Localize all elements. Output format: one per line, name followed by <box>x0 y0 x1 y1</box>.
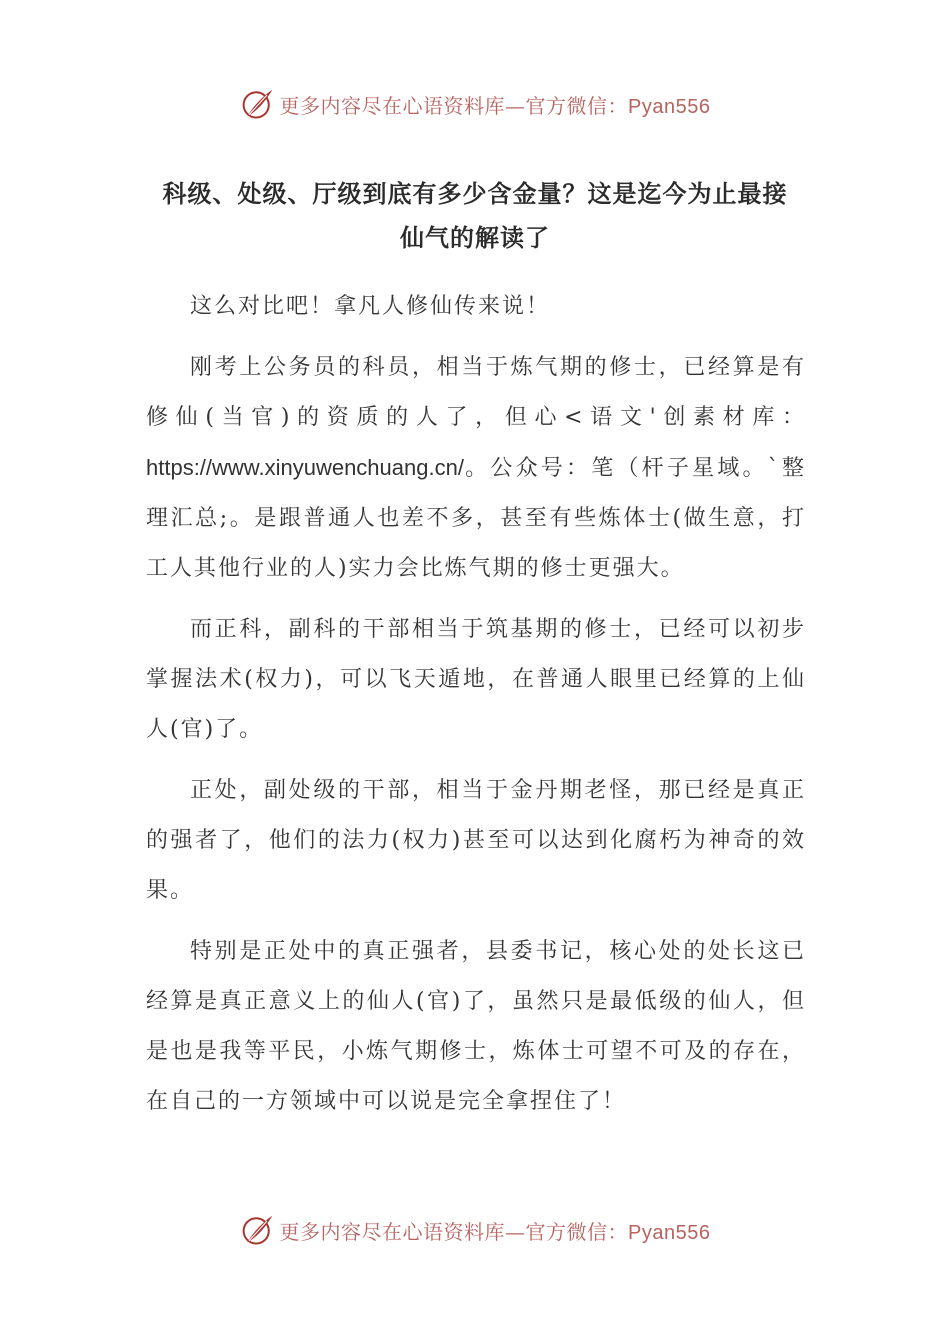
quill-pen-circle-icon <box>240 86 276 122</box>
quill-pen-circle-icon <box>240 1212 276 1248</box>
banner-label: 更多内容尽在心语资料库—官方微信： <box>279 1219 629 1244</box>
paragraph-4: 正处，副处级的干部，相当于金丹期老怪，那已经是真正的强者了，他们的法力(权力)甚至可以达到化腐朽为神奇的效果。 <box>146 778 806 903</box>
banner-text <box>280 90 711 119</box>
footer-banner <box>0 1210 950 1250</box>
site-url: https://www.xinyuwenchuang.cn/ <box>146 455 464 480</box>
article-title <box>140 172 810 260</box>
title-line-2: 仙气的解读了 <box>400 224 550 252</box>
paragraph-5: 特别是正处中的真正强者，县委书记，核心处的处长这已经算是真正意义上的仙人(官)了，虽然只是最低级的仙人，但是也是我等平民，小炼气期修士，炼体士可望不可及的存在，在自己的一方领域中可以说是完全拿捏住了！ <box>146 939 806 1114</box>
paragraph-3: 而正科，副科的干部相当于筑基期的修士，已经可以初步掌握法术(权力)，可以飞天遁地，在普通人眼里已经算的上仙人(官)了。 <box>146 617 806 742</box>
paragraph-1: 这么对比吧！拿凡人修仙传来说！ <box>190 294 551 319</box>
title-line-1: 科级、处级、厅级到底有多少含金量？这是迄今为止最接 <box>162 180 788 208</box>
wechat-id: Pyan556 <box>628 1221 711 1244</box>
paragraph-2 <box>146 343 806 594</box>
paragraph-2-part-a: 刚考上公务员的科员，相当于炼气期的修士，已经算是有修仙(当官)的资质的人了，但心<语文'创素材库： <box>146 355 806 430</box>
wechat-id: Pyan556 <box>628 95 711 118</box>
paragraph-2-part-b: 。公众号：笔（杆子星域。`整理汇总;。是跟普通人也差不多，甚至有些炼体士(做生意，打工人其他行业的人)实力会比炼气期的修士更强大。 <box>146 456 806 581</box>
banner-text <box>280 1216 711 1245</box>
header-banner <box>0 84 950 124</box>
article-body <box>146 282 806 1138</box>
banner-label: 更多内容尽在心语资料库—官方微信： <box>279 93 629 118</box>
